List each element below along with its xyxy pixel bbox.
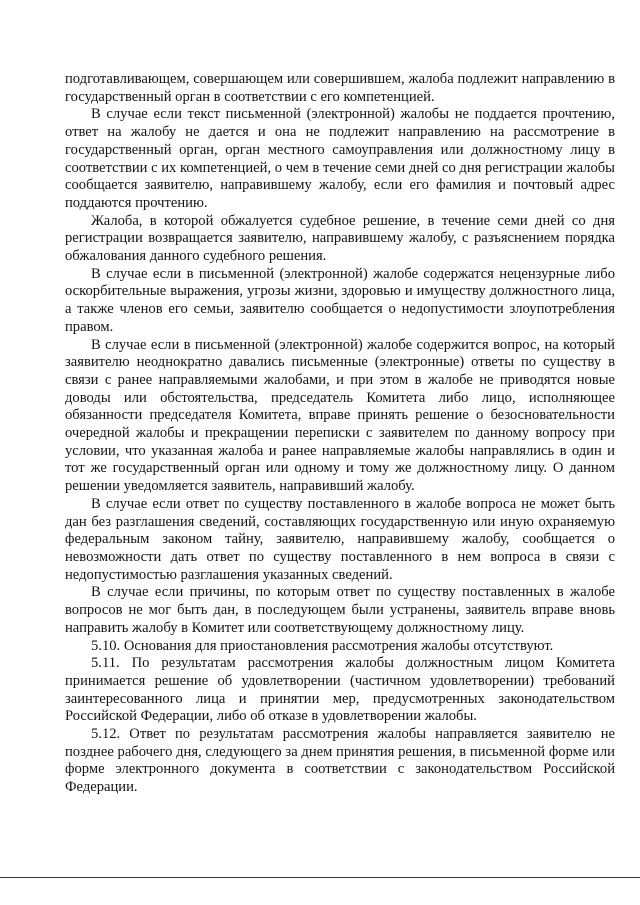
- document-body: [65, 71, 615, 797]
- paragraph: В случае если в письменной (электронной) жалобе содержатся нецензурные либо оскорбительные выражения, угрозы жизни, здоровью и имуществу должностного лица, а также членов его семьи, заявителю сообщается о недопустимости злоупотребления правом.: [65, 265, 615, 335]
- paragraph: В случае если ответ по существу поставленного в жалобе вопроса не может быть дан без разглашения сведений, составляющих государственную или иную охраняемую федеральным законом тайну, заявителю, направившему жалобу, сообщается о невозможности дать ответ по существу поставленного в нем вопроса в связи с недопустимостью разглашения указанных сведений.: [65, 495, 615, 583]
- paragraph: В случае если в письменной (электронной) жалобе содержится вопрос, на который заявителю неоднократно давались письменные (электронные) ответы по существу в связи с ранее направляемыми жалобами, и при этом в жалобе не приводятся новые доводы или обстоятельства, председатель Комитета либо лицо, исполняющее обязанности председателя Комитета, вправе принять решение о безосновательности очередной жалобы и прекращении переписки с заявителем по данному вопросу при условии, что указанная жалоба и ранее направляемые жалобы направлялись в один и тот же государственный орган или одному и тому же должностному лицу. О данном решении уведомляется заявитель, направивший жалобу.: [65, 336, 615, 495]
- section-5-11: 5.11. По результатам рассмотрения жалобы должностным лицом Комитета принимается решение об удовлетворении (частичном удовлетворении) требований заинтересованного лица и принятии мер, предусмотренных законодательством Российской Федерации, либо об отказе в удовлетворении жалобы.: [65, 655, 615, 725]
- section-5-12: 5.12. Ответ по результатам рассмотрения жалобы направляется заявителю не позднее рабочего дня, следующего за днем принятия решения, в письменной форме или форме электронного документа в соответствии с законодательством Российской Федерации.: [65, 726, 615, 796]
- paragraph: подготавливающем, совершающем или совершившем, жалоба подлежит направлению в государственный орган в соответствии с его компетенцией.: [65, 71, 615, 105]
- paragraph: В случае если текст письменной (электронной) жалобы не поддается прочтению, ответ на жалобу не дается и она не подлежит направлению на рассмотрение в государственный орган, орган местного самоуправления или должностному лицу в соответствии с их компетенцией, о чем в течение семи дней со дня регистрации жалобы сообщается заявителю, направившему жалобу, если его фамилия и почтовый адрес поддаются прочтению.: [65, 106, 615, 211]
- paragraph: Жалоба, в которой обжалуется судебное решение, в течение семи дней со дня регистрации возвращается заявителю, направившему жалобу, с разъяснением порядка обжалования данного судебного решения.: [65, 212, 615, 265]
- section-5-10: 5.10. Основания для приостановления рассмотрения жалобы отсутствуют.: [91, 637, 554, 654]
- scan-edge-line: [0, 877, 640, 878]
- paragraph: В случае если причины, по которым ответ по существу поставленных в жалобе вопросов не мог быть дан, в последующем были устранены, заявитель вправе вновь направить жалобу в Комитет или соответствующему должностному лицу.: [65, 584, 615, 636]
